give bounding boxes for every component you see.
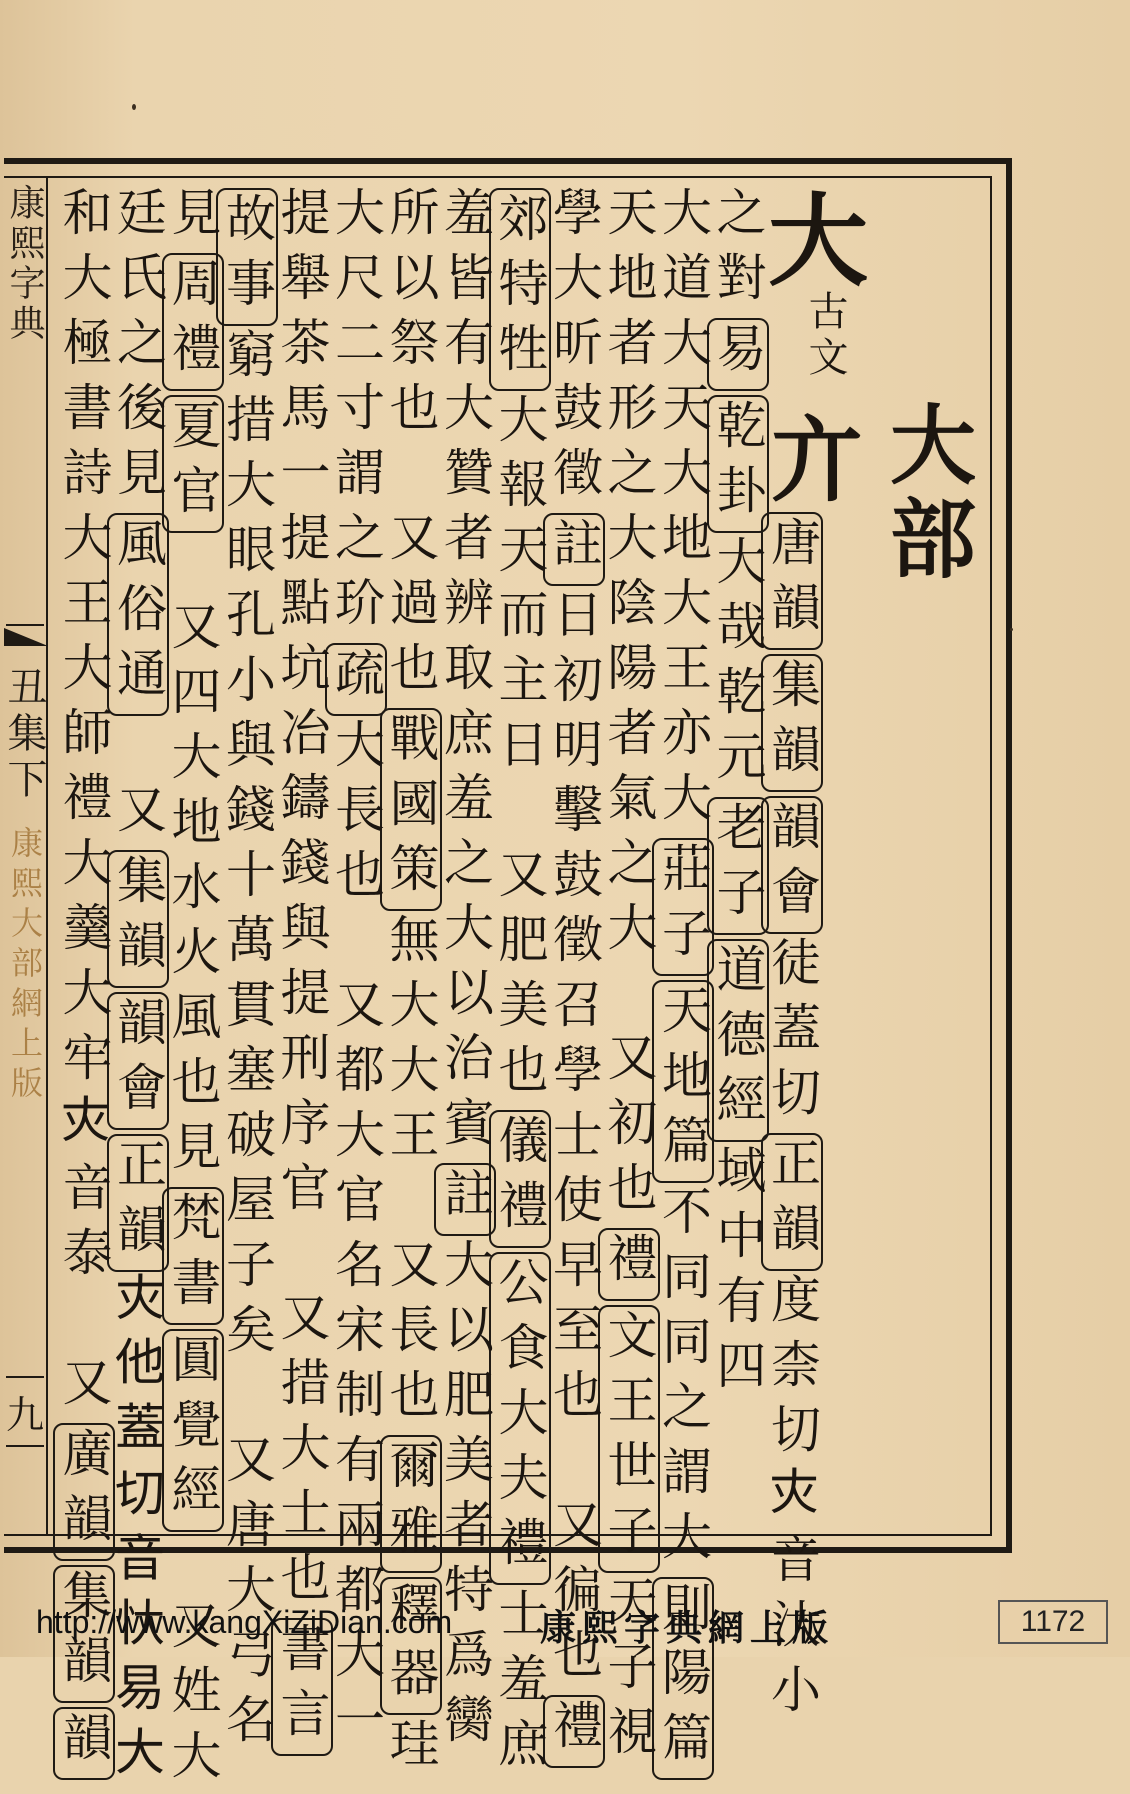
cited-source-box: 疏 xyxy=(325,643,387,716)
text-segment: 學大昕鼓徵 xyxy=(545,186,603,511)
cited-source-box: 註 xyxy=(543,513,605,586)
cited-source-box: 圓覺經 xyxy=(162,1329,224,1532)
text-column xyxy=(379,186,443,1782)
spine-book-title: 康熙字典 xyxy=(6,184,44,626)
text-column xyxy=(542,186,606,1764)
cited-source-box: 莊子 xyxy=(652,838,714,976)
cited-source-box: 正韻 xyxy=(761,1133,823,1271)
cited-source-box: 夏官 xyxy=(162,395,224,533)
text-column xyxy=(324,186,388,1758)
text-segment: 又四大地水火風也見 xyxy=(163,535,222,1185)
text-segment: 士羞庶 xyxy=(490,1587,549,1782)
text-segment: 提舉茶馬一提點坑冶鑄錢與提刑序官 又措大士也 xyxy=(272,186,331,1616)
cited-source-box: 韻會 xyxy=(107,992,169,1130)
text-segment: 羞皆有大贊者辨取庶羞之大以治賓 xyxy=(436,186,494,1161)
guwen-label: 古文 xyxy=(802,290,848,382)
cited-source-box: 爾雅 xyxy=(380,1435,442,1573)
text-segment: 見 xyxy=(163,186,222,251)
text-segment: 大以肥美者特爲臠 xyxy=(436,1238,494,1758)
cited-source-box: 唐韻 xyxy=(761,512,823,650)
spine-section: 丑集下 xyxy=(1,666,47,804)
text-segment: 大尺二寸謂之玠 xyxy=(327,186,385,641)
cited-source-box: 書言 xyxy=(271,1618,333,1756)
text-column xyxy=(161,186,225,1794)
cited-source-box: 韻 xyxy=(53,1707,115,1780)
radical-header: 大部 xyxy=(875,400,976,588)
text-column xyxy=(651,186,715,1776)
text-column xyxy=(106,186,170,1794)
spine-stamp: 康熙大部網上版 xyxy=(6,826,44,1106)
cited-source-box: 梵書 xyxy=(162,1187,224,1325)
cited-source-box: 則陽篇 xyxy=(652,1577,714,1780)
cited-source-box: 周禮 xyxy=(162,253,224,391)
cited-source-box: 集韻 xyxy=(107,850,169,988)
text-column xyxy=(215,186,279,1758)
text-column xyxy=(706,186,770,1536)
entry-head-character: 大 xyxy=(768,182,868,300)
text-segment: 𡗜他蓋切音忕易大 xyxy=(109,1274,167,1794)
cited-source-box: 乾卦 xyxy=(707,395,769,533)
text-column xyxy=(488,186,552,1782)
text-segment: 之對 xyxy=(708,186,767,316)
cited-source-box: 廣韻 xyxy=(53,1423,115,1561)
variant-character: 亣 xyxy=(770,406,863,514)
text-segment: 域中有四 xyxy=(708,1144,767,1404)
cited-source-box: 禮 xyxy=(598,1228,660,1301)
text-column xyxy=(760,510,824,1728)
cited-source-box: 道德經 xyxy=(707,939,769,1142)
text-column xyxy=(597,186,661,1770)
footer-website-url: http://www.kangXiZiDian.com xyxy=(36,1604,453,1640)
cited-source-box: 釋器 xyxy=(380,1577,442,1715)
cited-source-box: 公食大夫禮 xyxy=(489,1252,551,1585)
text-segment: 天地者形之大陰陽者氣之大 又初也 xyxy=(599,186,658,1226)
text-segment: 天子視 xyxy=(599,1575,658,1770)
cited-source-box: 郊特牲 xyxy=(489,188,551,391)
text-segment: 廷氏之後見 xyxy=(109,186,167,511)
cited-source-box: 故事 xyxy=(216,188,278,326)
cited-source-box: 易 xyxy=(707,318,769,391)
cited-source-box: 戰國策 xyxy=(380,708,442,911)
text-segment: 又 xyxy=(109,718,167,848)
text-column xyxy=(270,186,334,1752)
ink-speck xyxy=(1010,628,1013,631)
fish-tail-mark xyxy=(4,628,48,646)
cited-source-box: 天地篇 xyxy=(652,980,714,1183)
text-segment: 日初明擊鼓徵召學士使早至也 又徧也 xyxy=(545,588,603,1693)
text-segment: 和大極書詩大王大師禮大羹大牢𡗜音泰 又 xyxy=(54,186,113,1421)
text-segment: 度柰切𡗜音汏小 xyxy=(763,1273,821,1728)
text-column xyxy=(433,186,497,1758)
cited-source-box: 老子 xyxy=(707,797,769,935)
text-segment: 不同同之謂大 xyxy=(654,1185,712,1575)
footer-page-number: 1172 xyxy=(998,1600,1108,1644)
text-segment: 無大大王 又長也 xyxy=(381,913,440,1433)
cited-source-box: 韻會 xyxy=(761,796,823,934)
cited-source-box: 正韻 xyxy=(107,1134,169,1272)
footer-site-title: 康熙字典網上版 xyxy=(540,1608,835,1649)
text-segment: 大報天而主日 又肥美也 xyxy=(490,393,549,1108)
cited-source-box: 集韻 xyxy=(761,654,823,792)
cited-source-box: 禮 xyxy=(543,1695,605,1768)
book-spine xyxy=(1,176,48,1536)
text-column xyxy=(52,186,116,1776)
ink-speck xyxy=(132,104,136,110)
text-segment: 大長也 又都大官名宋制有兩都大一 xyxy=(327,718,385,1758)
text-segment: 徒蓋切 xyxy=(763,936,821,1131)
text-segment: 大哉乾元 xyxy=(708,535,767,795)
cited-source-box: 儀禮 xyxy=(489,1110,551,1248)
text-segment: 又姓大 xyxy=(163,1534,222,1794)
text-segment: 大道大天大地大王亦大 xyxy=(654,186,712,836)
text-segment: 珪 xyxy=(381,1717,440,1782)
cited-source-box: 註 xyxy=(434,1163,496,1236)
cited-source-box: 集韻 xyxy=(53,1565,115,1703)
text-segment: 所以祭也 又過也 xyxy=(381,186,440,706)
cited-source-box: 文王世子 xyxy=(598,1305,660,1573)
text-segment: 窮措大眼孔小與錢十萬貫塞破屋子矣 又唐大弓名 xyxy=(218,328,276,1758)
cited-source-box: 風俗通 xyxy=(107,513,169,716)
spine-page-number: 九 xyxy=(6,1376,44,1447)
